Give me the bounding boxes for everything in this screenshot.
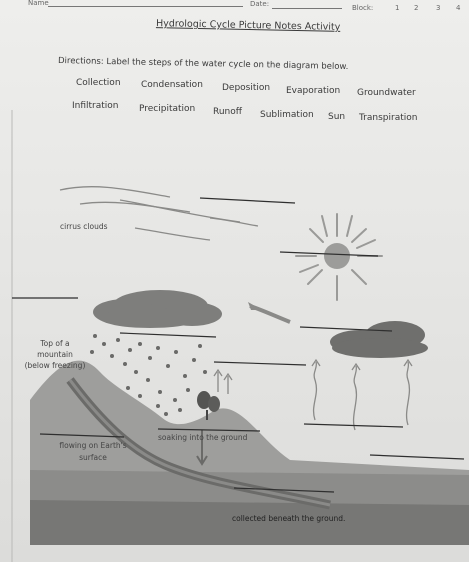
word-deposition: Deposition <box>222 83 271 93</box>
directions-text: Directions: Label the steps of the water cycle on the diagram below. <box>57 55 349 73</box>
word-groundwater: Groundwater <box>357 88 416 98</box>
sun-icon <box>296 214 382 300</box>
block-option-1[interactable]: 1 <box>395 4 400 12</box>
word-runoff: Runoff <box>213 107 242 117</box>
evaporation-cloud <box>330 321 428 358</box>
word-evaporation: Evaporation <box>286 86 341 96</box>
transpiration-arrows <box>214 370 232 394</box>
word-sun: Sun <box>328 112 346 122</box>
runoff-label: flowing on Earth's surface <box>59 441 127 462</box>
groundwater-label: collected beneath the ground. <box>232 514 346 523</box>
word-infiltration: Infiltration <box>72 101 119 111</box>
block-option-3[interactable]: 3 <box>436 4 441 12</box>
word-collection: Collection <box>76 78 121 88</box>
word-sublimation: Sublimation <box>260 110 314 120</box>
mountain-label: Top of a mountain (below freezing) <box>24 339 86 370</box>
rain-cloud <box>93 290 222 328</box>
word-condensation: Condensation <box>141 80 203 90</box>
evaporation-arrows <box>312 360 412 430</box>
date-label: Date: <box>250 0 270 8</box>
word-precipitation: Precipitation <box>139 104 196 114</box>
word-transpiration: Transpiration <box>359 113 418 123</box>
name-label: Name <box>28 0 49 7</box>
block-option-4[interactable]: 4 <box>456 4 461 12</box>
block-label: Block: <box>352 4 374 12</box>
cirrus-clouds <box>60 187 258 240</box>
block-option-2[interactable]: 2 <box>414 4 419 12</box>
worksheet-title: Hydrologic Cycle Picture Notes Activity <box>155 18 341 33</box>
infiltration-label: soaking into the ground <box>158 433 248 442</box>
cirrus-clouds-label: cirrus clouds <box>60 222 108 231</box>
condensation-arrow <box>248 302 290 322</box>
